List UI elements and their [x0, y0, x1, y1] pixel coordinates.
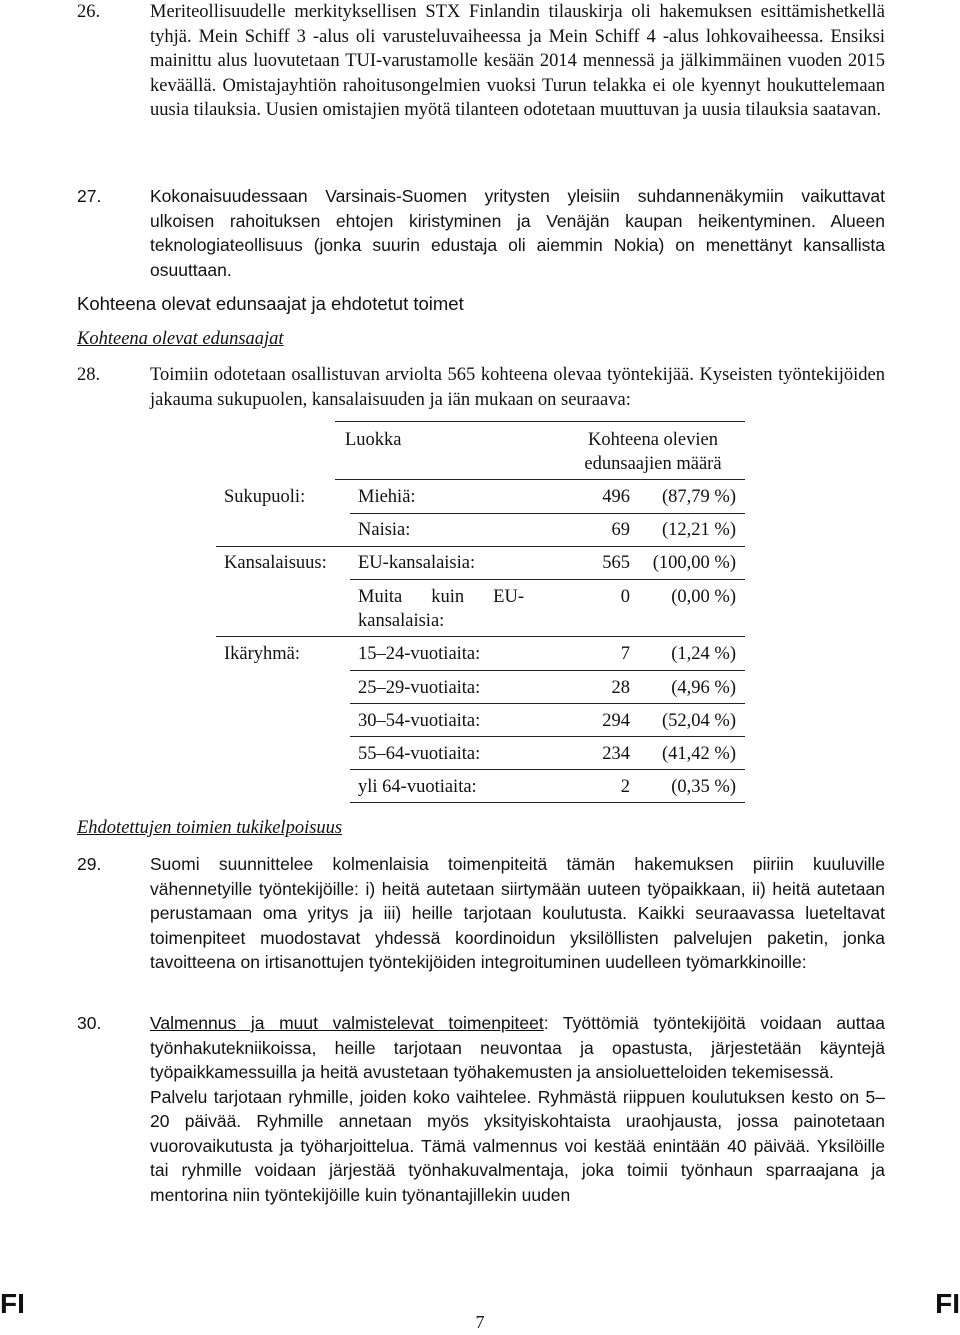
- paragraph-number: 26.: [77, 2, 101, 22]
- row-rule: [350, 513, 745, 514]
- paragraph-number: 28.: [77, 365, 101, 385]
- group-rule: [216, 636, 745, 637]
- paragraph-text: [150, 1011, 885, 1085]
- row-category: Muita kuin EU-: [358, 587, 524, 607]
- paragraph-30: [77, 1011, 885, 1207]
- paragraph-number: 27.: [77, 186, 102, 206]
- paragraph-number: 29.: [77, 854, 102, 874]
- row-rule: [350, 579, 745, 580]
- row-rule: [350, 670, 745, 671]
- row-rule: [350, 736, 745, 737]
- group-label-age: Ikäryhmä:: [224, 644, 301, 664]
- row-count: 2: [620, 777, 630, 797]
- row-percent: (52,04 %): [662, 711, 736, 731]
- row-category: 25–29-vuotiaita:: [358, 678, 481, 698]
- row-percent: (87,79 %): [662, 487, 736, 507]
- table-bottom-rule: [350, 802, 745, 803]
- paragraph-29: [77, 852, 885, 975]
- paragraph-text: Suomi suunnittelee kolmenlaisia toimenpiteitä tämän hakemuksen piiriin kuuluville vähennetyille työntekijöille: i) heitä autetaan siirtymään uuteen työpaikkaan, ii) heitä autetaan perustamaan oma yritys ja iii) heille tarjotaan koulutusta. Kaikki seuraavassa lueteltavat toimenpiteet muodostavat yhdessä koordinoidun yksilöllisten palvelujen paketin, jonka tavoitteena on irtisanottujen työntekijöiden integroituminen uudelleen työmarkkinoille:: [150, 854, 885, 972]
- page-number: 7: [475, 1312, 485, 1332]
- row-count: 565: [602, 553, 630, 573]
- paragraph-text: Meriteollisuudelle merkityksellisen STX Finlandin tilauskirja oli hakemuksen esittämishetkellä tyhjä. Mein Schiff 3 -alus oli varusteluvaiheessa ja Mein Schiff 4 -alus lohkovaiheessa. Ensiksi mainittu alus luovutetaan TUI-varustamolle kesään 2014 mennessä ja jälkimmäinen vuoden 2015 keväällä. Omistajayhtiön rahoitusongelmien vuoksi Turun telakka ei ole kyennyt houkuttelemaan uusia tilauksia. Uusien omistajien myötä tilanteen odotetaan muuttuvan ja uusia tilauksia saatavan.: [150, 2, 885, 120]
- table-header-rule: [335, 479, 745, 480]
- footer-language-right: FI: [935, 1288, 960, 1319]
- row-percent: (4,96 %): [671, 678, 736, 698]
- row-percent: (12,21 %): [662, 520, 736, 540]
- row-count: 294: [602, 711, 630, 731]
- paragraph-28: [77, 363, 885, 412]
- subheading-beneficiaries: Kohteena olevat edunsaajat: [77, 329, 284, 349]
- paragraph-text: Toimiin odotetaan osallistuvan arviolta 565 kohteena olevaa työntekijää. Kyseisten työntekijöiden jakauma sukupuolen, kansalaisuuden ja iän mukaan on seuraava:: [150, 365, 885, 410]
- row-category: Miehiä:: [358, 487, 416, 507]
- column-header-count-line1: Kohteena olevien: [588, 430, 718, 450]
- row-rule: [350, 703, 745, 704]
- row-count: 0: [620, 587, 630, 607]
- row-category: 15–24-vuotiaita:: [358, 644, 481, 664]
- group-label-citizenship: Kansalaisuus:: [224, 553, 327, 573]
- row-count: 28: [611, 678, 630, 698]
- row-count: 7: [620, 644, 630, 664]
- table-top-rule: [335, 421, 745, 422]
- row-category: Naisia:: [358, 520, 411, 540]
- row-percent: (1,24 %): [671, 644, 736, 664]
- paragraph-number: 30.: [77, 1013, 102, 1033]
- measure-text: : Työttömiä työntekijöitä voidaan auttaa työnhakutekniikoissa, heille tarjotaan neuvontaa ja opastusta, järjestetään käyntejä työpaikkamessuilla ja heitä avustetaan työhakemusten ja ansioluetteloiden tekemisessä.: [150, 1013, 885, 1082]
- paragraph-text-cont: Palvelu tarjotaan ryhmille, joiden koko vaihtelee. Ryhmästä riippuen koulutuksen kesto on 5–20 päivää. Ryhmille annetaan myös yksityiskohtaista uraohjausta, jossa painotetaan vuorovaikutusta ja työharjoittelua. Tämä valmennus voi kestää enintään 40 päivää. Yksilöille tai ryhmille voidaan järjestää työnhakuvalmentaja, joka toimii työnhaun sparraajana ja mentorina niin työntekijöille kuin työnantajillekin uuden: [150, 1086, 885, 1205]
- row-category: 55–64-vuotiaita:: [358, 744, 481, 764]
- group-rule: [216, 546, 745, 547]
- row-count: 69: [611, 520, 630, 540]
- row-rule: [350, 769, 745, 770]
- paragraph-26: [77, 0, 885, 123]
- footer-language-left: FI: [0, 1288, 25, 1319]
- column-header-category: Luokka: [345, 430, 402, 450]
- row-count: 234: [602, 744, 630, 764]
- row-category: yli 64-vuotiaita:: [358, 777, 477, 797]
- group-label-gender: Sukupuoli:: [224, 487, 306, 507]
- paragraph-text: Kokonaisuudessaan Varsinais-Suomen yritysten yleisiin suhdannenäkymiin vaikuttavat ulkoisen rahoituksen ehtojen kiristyminen ja Venäjän kaupan heikentyminen. Alueen teknologiateollisuus (jonka suurin edustaja oli aiemmin Nokia) on menettänyt kansallista osuuttaan.: [150, 186, 885, 280]
- column-header-count-line2: edunsaajien määrä: [584, 454, 722, 474]
- row-percent: (41,42 %): [662, 744, 736, 764]
- row-percent: (100,00 %): [652, 553, 736, 573]
- row-category-cont: kansalaisia:: [358, 611, 445, 631]
- row-percent: (0,00 %): [671, 587, 736, 607]
- row-category: 30–54-vuotiaita:: [358, 711, 481, 731]
- paragraph-27: [77, 184, 885, 282]
- subheading-eligibility: Ehdotettujen toimien tukikelpoisuus: [77, 818, 343, 838]
- row-category: EU-kansalaisia:: [358, 553, 476, 573]
- row-count: 496: [602, 487, 630, 507]
- measure-title: Valmennus ja muut valmistelevat toimenpiteet: [150, 1013, 544, 1033]
- row-percent: (0,35 %): [671, 777, 736, 797]
- section-heading: Kohteena olevat edunsaajat ja ehdotetut toimet: [77, 293, 464, 314]
